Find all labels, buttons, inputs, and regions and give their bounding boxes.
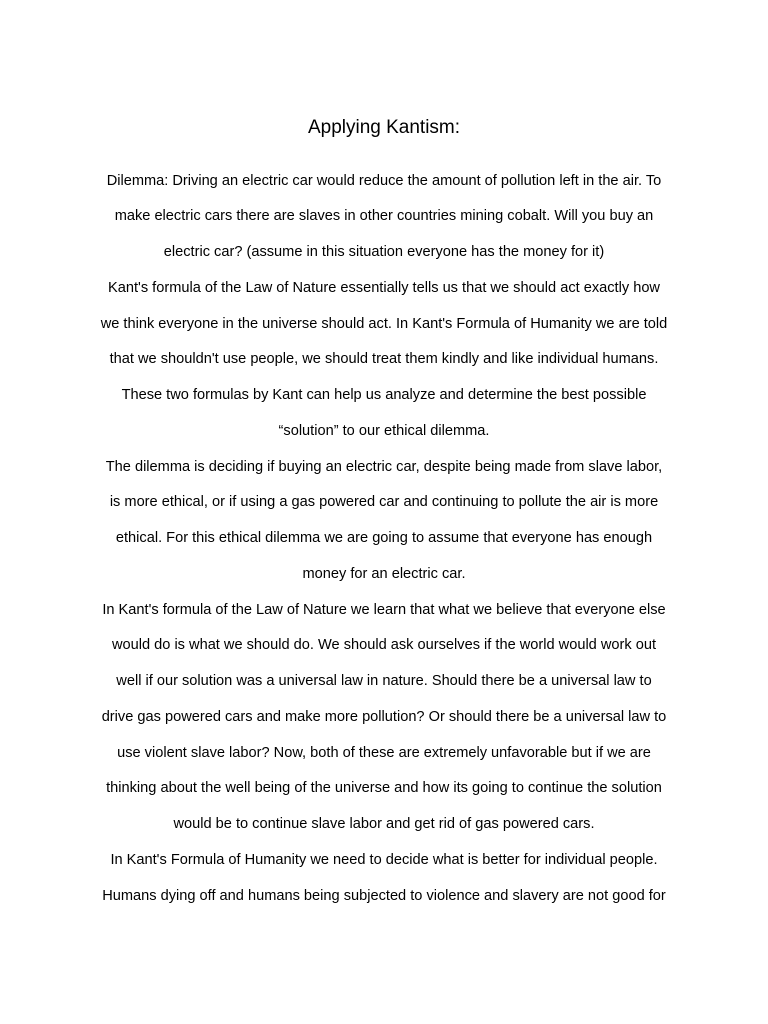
body-line-6: that we shouldn't use people, we should treat them kindly and like individual humans. bbox=[109, 351, 659, 367]
body-line-20: In Kant's Formula of Humanity we need to decide what is better for individual people. bbox=[110, 852, 658, 868]
body-line-4: Kant's formula of the Law of Nature essentially tells us that we should act exactly how bbox=[108, 280, 660, 296]
body-line-18: thinking about the well being of the universe and how its going to continue the solution bbox=[106, 780, 662, 796]
body-line-13: In Kant's formula of the Law of Nature we learn that what we believe that everyone else bbox=[102, 602, 666, 618]
body-line-15: well if our solution was a universal law in nature. Should there be a universal law to bbox=[116, 673, 652, 689]
body-line-10: is more ethical, or if using a gas powered car and continuing to pollute the air is more bbox=[109, 494, 659, 510]
body-line-2: make electric cars there are slaves in other countries mining cobalt. Will you buy an bbox=[114, 208, 654, 224]
body-line-9: The dilemma is deciding if buying an electric car, despite being made from slave labor, bbox=[105, 459, 663, 475]
body-line-11: ethical. For this ethical dilemma we are going to assume that everyone has enough bbox=[115, 530, 653, 546]
body-line-16: drive gas powered cars and make more pollution? Or should there be a universal law to bbox=[101, 709, 667, 725]
document-title: Applying Kantism: bbox=[307, 117, 461, 138]
body-line-1: Dilemma: Driving an electric car would reduce the amount of pollution left in the air. To bbox=[106, 173, 662, 189]
body-line-21: Humans dying off and humans being subjected to violence and slavery are not good for bbox=[102, 888, 666, 904]
body-line-3: electric car? (assume in this situation everyone has the money for it) bbox=[163, 244, 605, 260]
body-line-14: would do is what we should do. We should ask ourselves if the world would work out bbox=[111, 637, 657, 653]
body-line-7: These two formulas by Kant can help us analyze and determine the best possible bbox=[121, 387, 647, 403]
body-line-17: use violent slave labor? Now, both of these are extremely unfavorable but if we are bbox=[117, 745, 651, 761]
body-line-12: money for an electric car. bbox=[302, 566, 466, 582]
body-line-5: we think everyone in the universe should act. In Kant's Formula of Humanity we are told bbox=[100, 316, 668, 332]
body-line-19: would be to continue slave labor and get rid of gas powered cars. bbox=[173, 816, 595, 832]
body-line-8: “solution” to our ethical dilemma. bbox=[278, 423, 490, 439]
